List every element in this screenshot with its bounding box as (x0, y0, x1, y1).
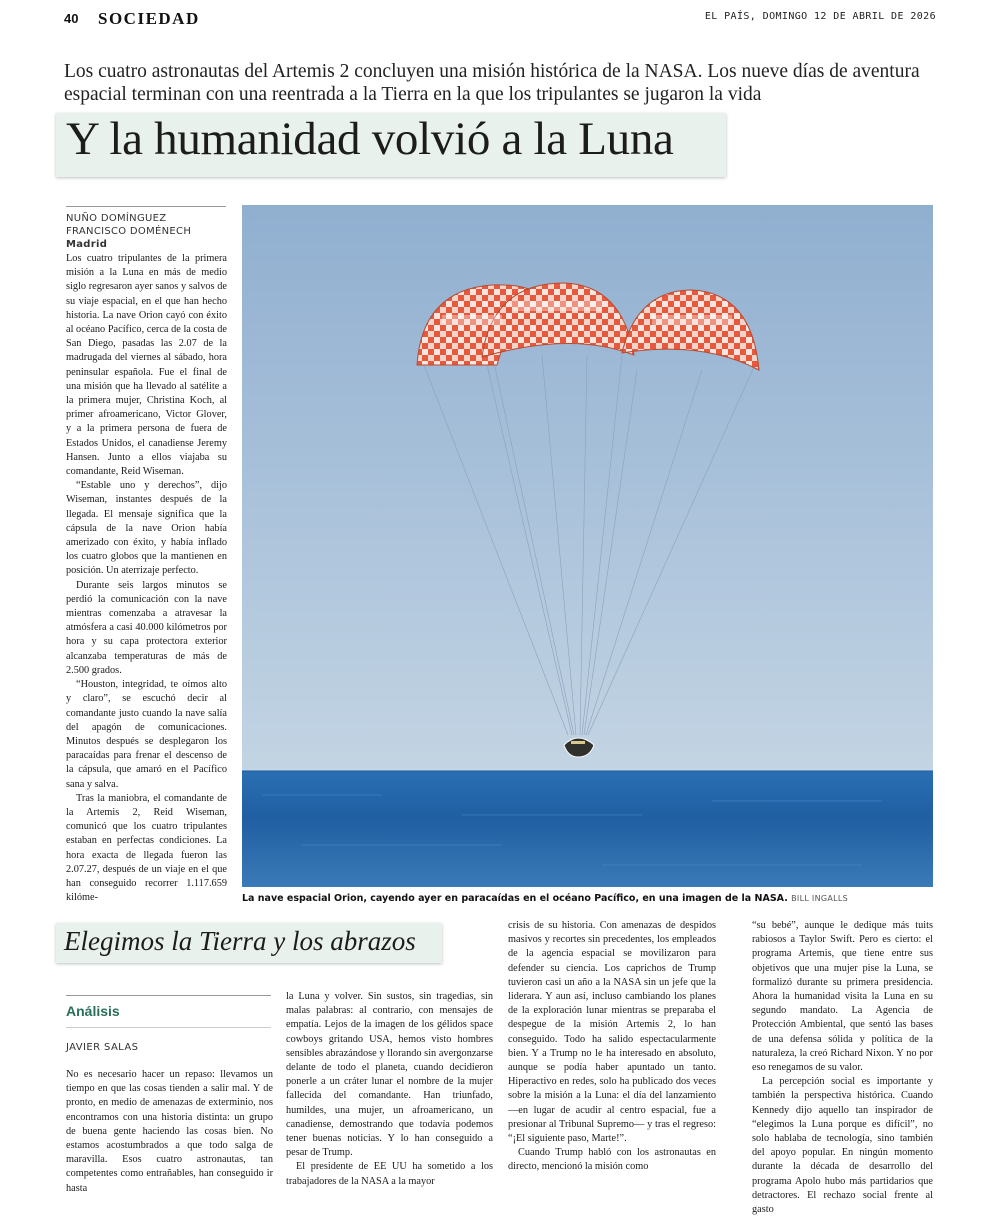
analysis-column-4 (752, 919, 933, 1217)
byline (66, 212, 228, 251)
subheadline: Los cuatro astronautas del Artemis 2 concluyen una misión histórica de la NASA. Los nueve días de aventura espacial terminan con una reentrada a la Tierra en la que los tripulantes se jugaron la vida (64, 61, 920, 105)
analysis-paragraph: No es necesario hacer un repaso: llevamos un tiempo en que las cosas tienden a salir mal. Y de pronto, en medio de amenazas de exterminio, nos encontramos con una historia distinta: un grupo de buena gente haciendo las cosas bien. No estamos acostumbrados a que todo salga de maravilla. Esos cuatro astronautas, tan competentes como entrañables, han conseguido ir hasta (66, 1069, 273, 1194)
analysis-author: JAVIER SALAS (66, 1042, 139, 1053)
article-paragraph: Durante seis largos minutos se perdió la comunicación con la nave mientras comenzaba a atravesar la atmósfera a casi 40.000 kilómetros por hora y su capa protectora exterior alcanzaba temperaturas de más de 2.500 grados. (66, 579, 227, 676)
analysis-paragraph: La percepción social es importante y también la perspectiva histórica. Cuando Kennedy dijo aquello tan inspirador de “elegimos la Luna porque es difícil”, no solo hablaba de tecnología, sino también del apoyo popular. En ningún momento durante la década de desarrollo del programa Apolo hubo más partidarios que detractores. El rechazo social frente al gasto (752, 1076, 933, 1216)
orion-capsule-parachute-descent-photo (242, 205, 933, 887)
article-body-column (66, 252, 227, 905)
byline-author: FRANCISCO DOMÉNECH (66, 226, 192, 237)
article-paragraph: Tras la maniobra, el comandante de la Artemis 2, Reid Wiseman, comunicó que los cuatro tripulantes estaban en perfectas condiciones. La hora exacta de llegada fueron las 2.07.27, después de un viaje en el que han conseguido recorrer 1.117.659 kilóme- (66, 792, 227, 904)
analysis-divider-bottom (66, 1027, 271, 1028)
analysis-paragraph: “su bebé”, aunque le dedique más tuits rabiosos a Taylor Swift. Pero es cierto: el programa Artemis, que tiene entre sus objetivos que una mujer pise la Luna, se formalizó durante su primera presidencia. Ahora la humanidad visita la Luna en su segundo mandato. La Agencia de Protección Ambiental, que sentó las bases de una defensa sólida y política de la naturaleza, la creó Richard Nixon. Y no por eso renegamos de su valor. (752, 920, 933, 1074)
analysis-column-3 (508, 919, 716, 1175)
headline: Y la humanidad volvió a la Luna (66, 113, 674, 165)
analysis-paragraph: crisis de su historia. Con amenazas de despidos masivos y recortes sin precedentes, los empleados de la agencia espacial se movilizaron para defender su ciencia. Los caprichos de Trump tuvieron casi un año a la NASA sin un jefe que la liderara. Y aun así, incluso cambiando los planes de la exploración lunar mientras se preparaba el despegue de la misión Artemis 2, lo han conseguido. Todo ha salido espectacularmente bien. Y a Trump no le ha interesado en absoluto, aunque se podía haber apuntado un tanto. Hiperactivo en redes, solo ha publicado dos veces sobre la misión a la Luna: el día del lanzamiento —en lugar de acudir al centro espacial, fue a presionar al Tribunal Supremo— y tras el regreso: “¡El siguiente paso, Marte!”. (508, 920, 716, 1145)
page-number: 40 (64, 11, 79, 26)
analysis-column-1 (66, 1068, 273, 1196)
caption-text: La nave espacial Orion, cayendo ayer en paracaídas en el océano Pacífico, en una imagen de la NASA. (242, 893, 788, 904)
article-paragraph: “Houston, integridad, te oímos alto y claro”, se escuchó decir al comandante justo cuando la nave salía del apagón de comunicaciones. Minutos después se desplegaron los paracaídas para frenar el descenso de la cápsula, que amaró en el Pacífico sana y salva. (66, 679, 227, 790)
byline-city: Madrid (66, 239, 108, 250)
analysis-column-2 (286, 990, 493, 1189)
photo-credit: BILL INGALLS (791, 894, 849, 903)
article-paragraph: “Estable uno y derechos”, dijo Wiseman, instantes después de la llegada. El mensaje significa que la cápsula de la nave Orion había amerizado con éxito, y había inflado los cuatro globos que la mantienen en posición. Un aterrizaje perfecto. (66, 480, 227, 577)
dateline: EL PAÍS, DOMINGO 12 DE ABRIL DE 2026 (704, 11, 936, 22)
analysis-title: Elegimos la Tierra y los abrazos (64, 926, 416, 956)
analysis-paragraph: la Luna y volver. Sin sustos, sin tragedias, sin malas palabras: al contrario, con mensajes de empatía. Lejos de la imagen de los gélidos space cowboys gritando USA, hemos visto hombres sensibles abrazándose y llorando sin avergonzarse delante de todo el planeta, cuando decidieron ponerle a un cráter lunar el nombre de la mujer fallecida del comandante. Han triunfado, humildes, una mujer, un afroamericano, un canadiense, demostrando que todavía podemos tener buenas noticias. Y lo han conseguido a pesar de Trump. (286, 991, 493, 1159)
analysis-tag: Análisis (66, 1003, 120, 1019)
photo-caption (242, 893, 933, 904)
byline-author: NUÑO DOMÍNGUEZ (66, 213, 167, 224)
page-header (0, 0, 998, 32)
article-paragraph: Los cuatro tripulantes de la primera misión a la Luna en más de medio siglo regresaron ayer sanos y salvos de su viaje espacial, en el que han hecho historia. La nave Orion cayó con éxito al océano Pacífico, cerca de la costa de San Diego, pasadas las 2.07 de la madrugada del viernes al sábado, hora peninsular española. Fue el final de una misión que ha llevado al satélite a la primera mujer, Christina Koch, al primer afroamericano, Victor Glover, y a la primera persona de fuera de Estados Unidos, el canadiense Jeremy Hansen. Junto a ellos viajaba su comandante, Reid Wiseman. (66, 253, 227, 478)
analysis-divider-top (66, 995, 271, 996)
section-name: SOCIEDAD (98, 9, 200, 28)
analysis-paragraph: Cuando Trump habló con los astronautas en directo, mencionó la misión como (508, 1147, 716, 1173)
analysis-paragraph: El presidente de EE UU ha sometido a los trabajadores de la NASA a la mayor (286, 1161, 493, 1187)
byline-divider (66, 206, 226, 207)
